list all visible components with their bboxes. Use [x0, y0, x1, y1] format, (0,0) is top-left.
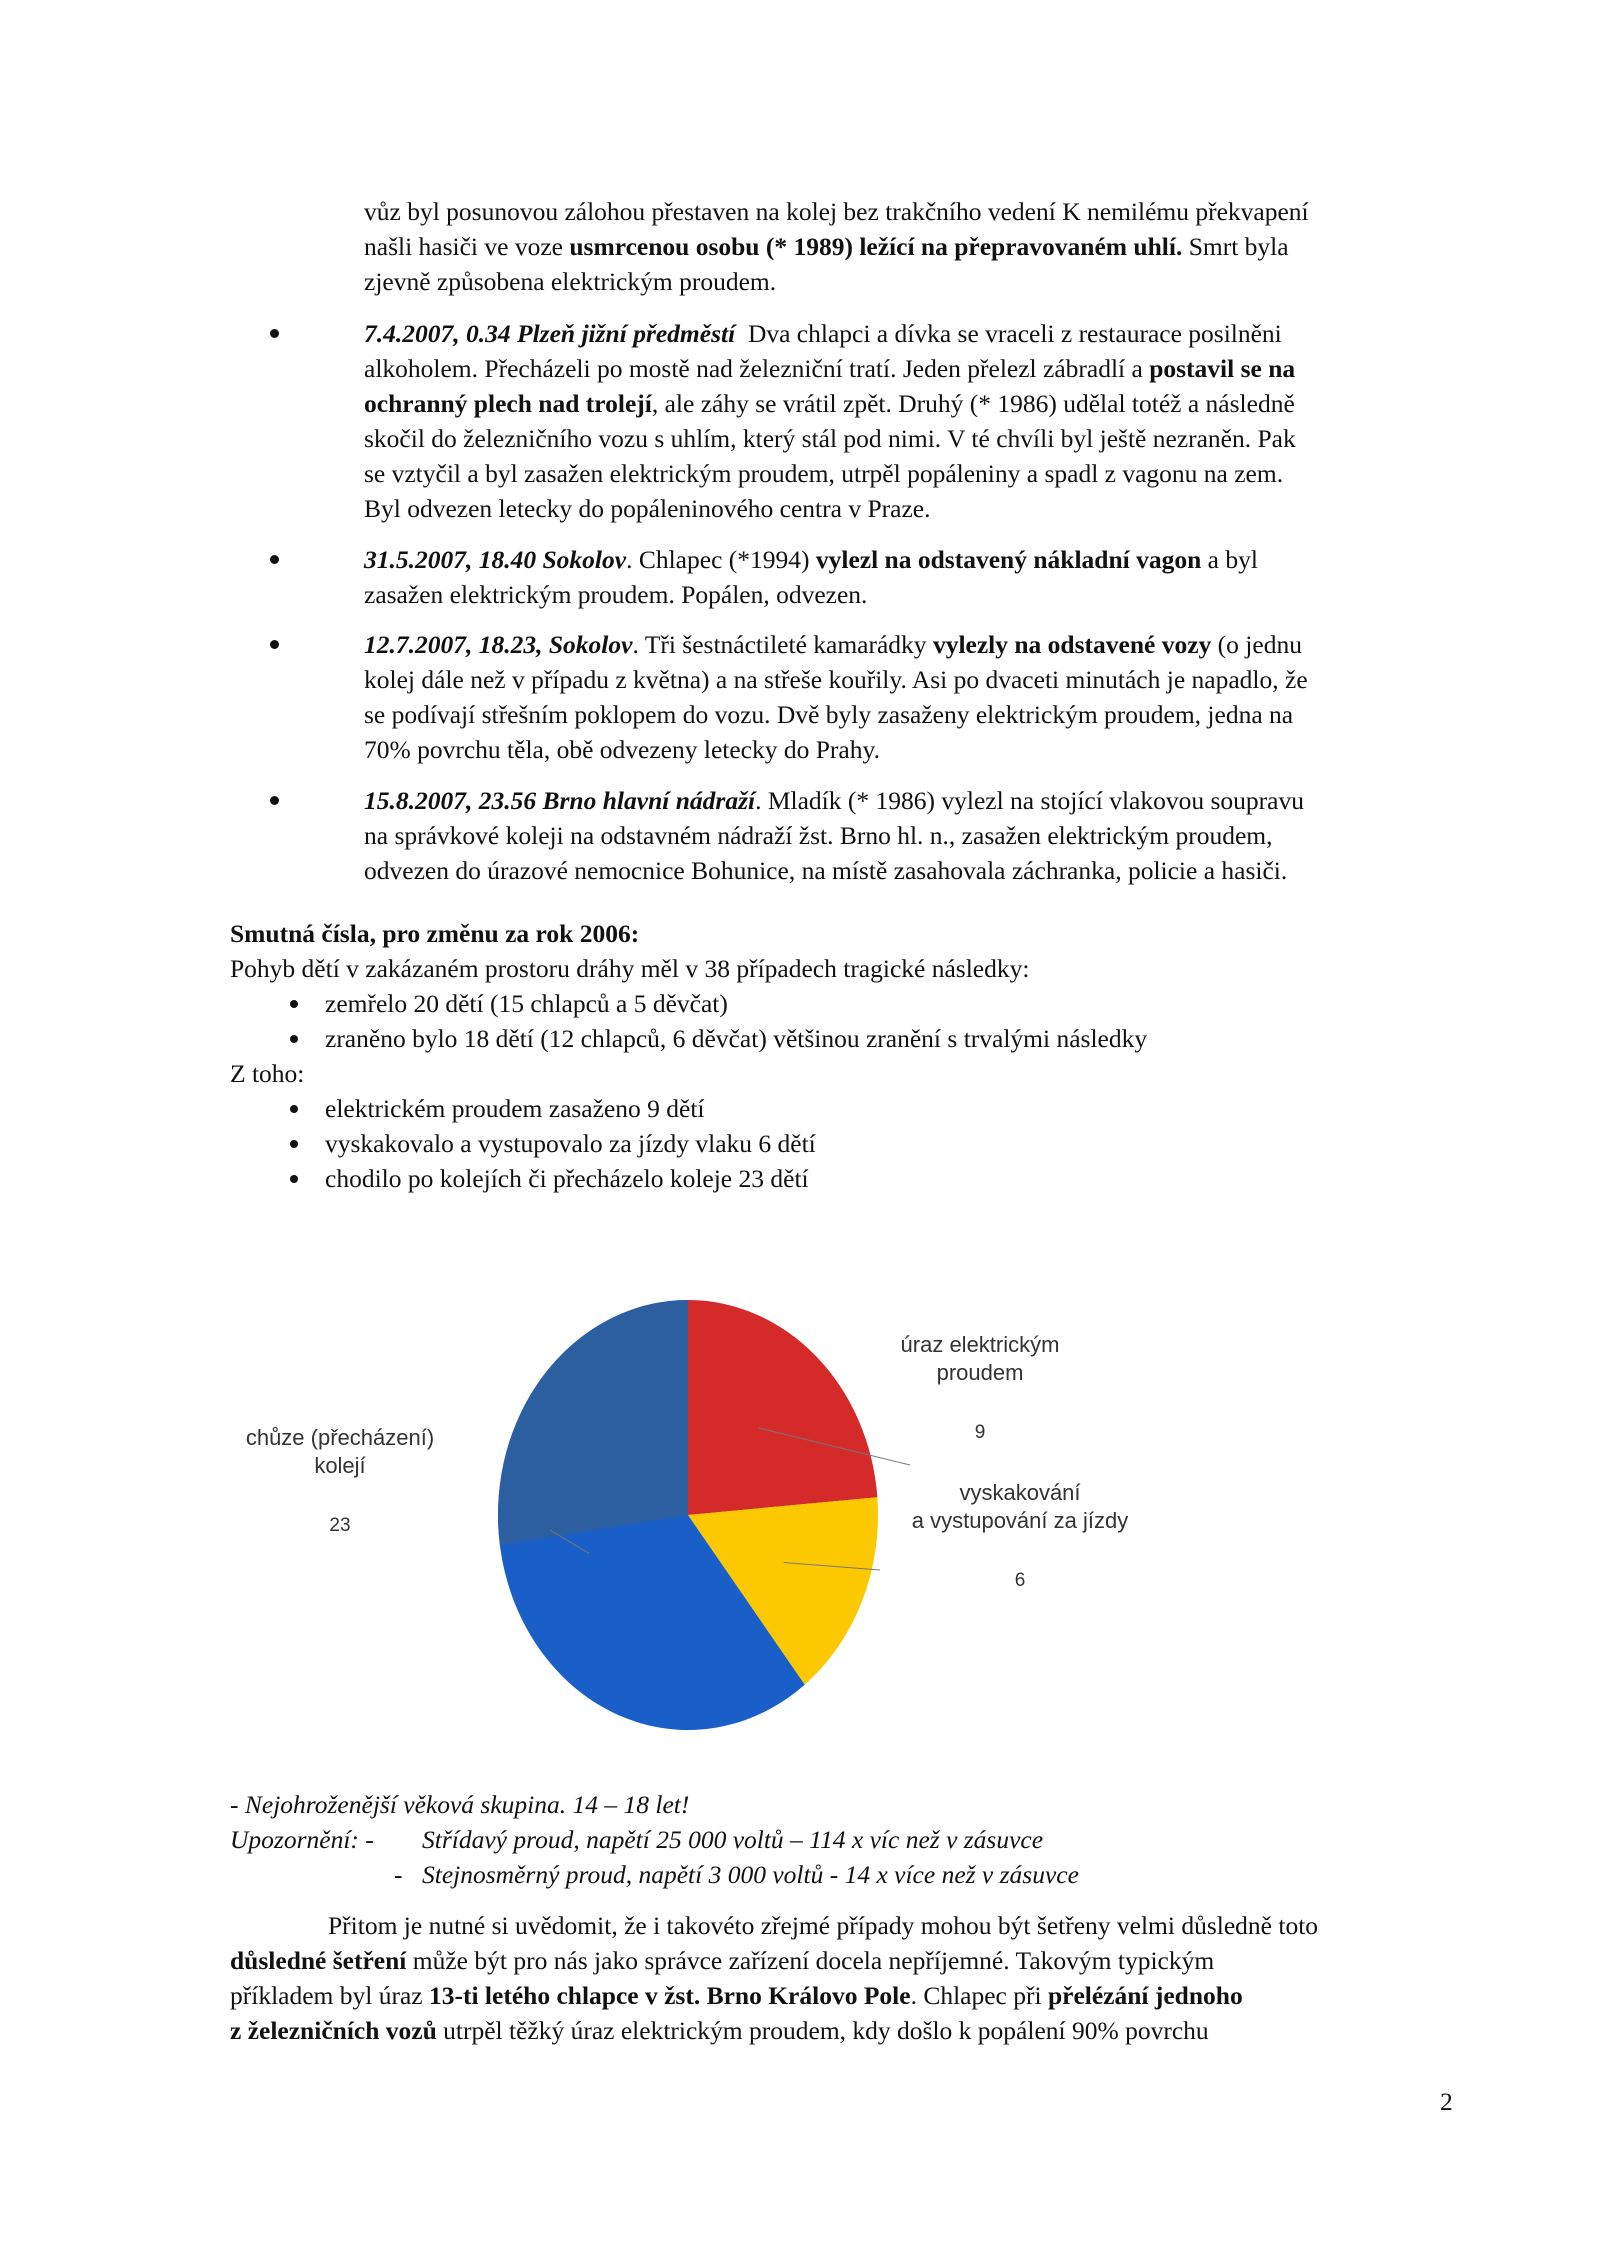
text-run: odvezen do úrazové nemocnice Bohunice, na místě zasahovala záchranka, policie a hasiči. — [364, 856, 1288, 885]
text-run: Byl odvezen letecky do popáleninového centra v Praze. — [364, 494, 931, 523]
bullet-icon — [288, 1173, 300, 1185]
bold-run: vylezly na odstavené vozy — [932, 630, 1212, 659]
text-run: utrpěl těžký úraz elektrickým proudem, kdy došlo k popálení 90% povrchu — [436, 2016, 1209, 2045]
text-run: Smrt byla — [1182, 232, 1289, 261]
incident-item — [364, 627, 1464, 767]
bold-run: 13-ti letého chlapce v žst. Brno Královo Pole — [428, 1981, 911, 2010]
closing-paragraph — [230, 1908, 1470, 2048]
text-run: zjevně způsobena elektrickým proudem. — [364, 267, 777, 296]
stats-lead: Pohyb dětí v zakázaném prostoru dráhy měl v 38 případech tragické následky: — [230, 954, 1030, 983]
text-line — [364, 316, 1464, 351]
text-line — [230, 1978, 1470, 2013]
text-line — [230, 1943, 1470, 1978]
text-line — [364, 697, 1464, 732]
text-line — [364, 264, 1464, 299]
stats-item-injured: zraněno bylo 18 dětí (12 chlapců, 6 děvčat) většinou zranění s trvalými následky — [325, 1024, 1148, 1053]
text-run: . Mladík (* 1986) vylezl na stojící vlakovou soupravu — [755, 786, 1304, 815]
incident-item — [364, 316, 1464, 526]
stats-item-walking: chodilo po kolejích či přecházelo koleje 23 dětí — [325, 1164, 809, 1193]
bullet-icon — [288, 1138, 300, 1150]
stats-heading: Smutná čísla, pro změnu za rok 2006: — [230, 919, 640, 948]
text-line — [364, 542, 1464, 577]
bullet-icon — [268, 638, 282, 652]
date-place-run: 31.5.2007, 18.40 Sokolov — [364, 545, 627, 574]
text-run: Dva chlapci a dívka se vraceli z restaurace posilněni — [735, 319, 1282, 348]
bold-run: usmrcenou osobu (* 1989) ležící na přepravovaném uhlí. — [569, 232, 1183, 261]
text-line — [364, 818, 1464, 853]
text-line — [364, 732, 1464, 767]
incident-item — [364, 783, 1464, 888]
text-run: na správkové koleji na odstavném nádraží žst. Brno hl. n., zasažen elektrickým proudem, — [364, 821, 1273, 850]
bullet-icon — [268, 794, 282, 808]
text-run: zasažen elektrickým proudem. Popálen, odvezen. — [364, 580, 868, 609]
age-group-note: - Nejohroženější věková skupina. 14 – 18 let! — [230, 1790, 690, 1819]
text-line — [364, 577, 1464, 612]
text-run: může být pro nás jako správce zařízení docela nepříjemné. Takovým typickým — [406, 1946, 1215, 1975]
text-line — [230, 2013, 1470, 2048]
text-run: alkoholem. Přecházeli po mostě nad železniční tratí. Jeden přelezl zábradlí a — [364, 354, 1150, 383]
bold-run: přelézání jednoho — [1047, 1981, 1243, 2010]
bold-run: ochranný plech nad trolejí — [364, 389, 652, 418]
text-run: vůz byl posunovou zálohou přestaven na kolej bez trakčního vedení K nemilému překvapení — [364, 197, 1309, 226]
text-run: 70% povrchu těla, obě odvezeny letecky do Prahy. — [364, 735, 880, 764]
text-line — [364, 662, 1464, 697]
date-place-run: 15.8.2007, 23.56 Brno hlavní nádraží — [364, 786, 756, 815]
text-run: příkladem byl úraz — [230, 1981, 429, 2010]
text-run: , ale záhy se vrátil zpět. Druhý (* 1986) udělal totéž a následně — [651, 389, 1295, 418]
slice-electric — [688, 1300, 877, 1515]
bullet-icon — [288, 1103, 300, 1115]
warning-label: Upozornění: - — [230, 1825, 374, 1854]
warning-dc: Stejnosměrný proud, napětí 3 000 voltů - 14 x více než v zásuvce — [422, 1860, 1079, 1889]
slice-shade — [498, 1300, 688, 1545]
bullet-icon — [268, 327, 282, 341]
slice-label: kolejí — [314, 1453, 366, 1478]
date-place-run: 12.7.2007, 18.23, Sokolov — [364, 630, 633, 659]
bullet-icon — [268, 553, 282, 567]
slice-label: proudem — [936, 1360, 1024, 1385]
slice-value-label: 6 — [1014, 1570, 1026, 1591]
text-line — [364, 351, 1464, 386]
text-line — [230, 1908, 1470, 1943]
stats-item-jumping: vyskakovalo a vystupovalo za jízdy vlaku 6 dětí — [325, 1129, 816, 1158]
page-number: 2 — [1440, 2087, 1453, 2116]
stats-item-electric: elektrickém proudem zasaženo 9 dětí — [325, 1094, 705, 1123]
bold-run: postavil se na — [1149, 354, 1296, 383]
text-run: skočil do železničního vozu s uhlím, který stál pod nimi. V té chvíli byl ještě nezraněn. Pak — [364, 424, 1296, 453]
stats-item-died: zemřelo 20 dětí (15 chlapců a 5 děvčat) — [325, 989, 728, 1018]
text-run: našli hasiči ve voze — [364, 232, 570, 261]
text-line — [364, 386, 1464, 421]
slice-label: chůze (přecházení) — [245, 1425, 435, 1450]
stats-ztoho: Z toho: — [230, 1059, 305, 1088]
slice-label: vyskakování — [959, 1480, 1081, 1505]
text-run: (o jednu — [1211, 630, 1302, 659]
bullet-icon — [288, 1033, 300, 1045]
text-run: . Chlapec při — [910, 1981, 1048, 2010]
text-run: kolej dále než v případu z května) a na střeše kouřily. Asi po dvaceti minutách je napadlo, že — [364, 665, 1308, 694]
text-line — [364, 421, 1464, 456]
intro-paragraph — [364, 194, 1464, 299]
slice-label: úraz elektrickým — [900, 1332, 1060, 1357]
text-run: a byl — [1201, 545, 1258, 574]
text-line — [364, 627, 1464, 662]
bullet-icon — [288, 998, 300, 1010]
text-run: se podívají střešním poklopem do vozu. Dvě byly zasaženy elektrickým proudem, jedna na — [364, 700, 1294, 729]
slice-value-label: 23 — [329, 1515, 351, 1536]
text-line — [364, 456, 1464, 491]
bold-run: z železničních vozů — [230, 2016, 437, 2045]
text-line — [364, 491, 1464, 526]
text-line — [364, 194, 1464, 229]
text-line — [364, 229, 1464, 264]
text-run: Přitom je nutné si uvědomit, že i takovéto zřejmé případy mohou být šetřeny velmi důsledně toto — [328, 1911, 1319, 1940]
warning-ac: Střídavý proud, napětí 25 000 voltů – 114 x víc než v zásuvce — [422, 1825, 1044, 1854]
warning-dash: - — [394, 1860, 403, 1889]
slice-label: a vystupování za jízdy — [911, 1508, 1129, 1533]
text-run: se vztyčil a byl zasažen elektrickým proudem, utrpěl popáleniny a spadl z vagonu na zem. — [364, 459, 1284, 488]
bold-run: důsledné šetření — [230, 1946, 407, 1975]
text-run: . Chlapec (*1994) — [626, 545, 816, 574]
date-place-run: 7.4.2007, 0.34 Plzeň jižní předměstí — [364, 319, 736, 348]
text-line — [364, 853, 1464, 888]
slice-value-label: 9 — [974, 1422, 986, 1443]
text-run: . Tři šestnáctileté kamarádky — [632, 630, 933, 659]
pie-chart — [220, 1290, 1180, 1750]
bold-run: vylezl na odstavený nákladní vagon — [815, 545, 1202, 574]
text-line — [364, 783, 1464, 818]
incident-item — [364, 542, 1464, 612]
